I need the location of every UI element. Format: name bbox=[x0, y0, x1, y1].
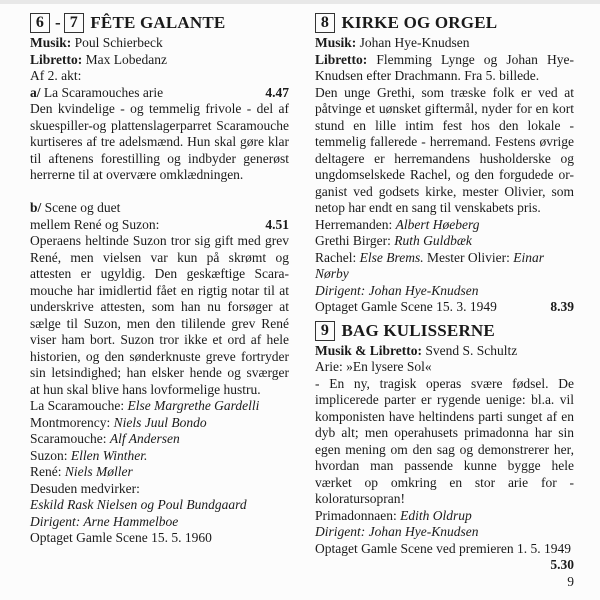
role: René: bbox=[30, 464, 62, 479]
performer: Ruth Guldbæk bbox=[394, 233, 472, 248]
recording-info: Optaget Gamle Scene 15. 5. 1960 bbox=[30, 530, 212, 545]
section-title bbox=[315, 320, 574, 342]
label: Libretto: bbox=[30, 51, 83, 67]
track-a-heading bbox=[30, 85, 289, 102]
text-line: deltagere er herremandens husholderske og bbox=[315, 150, 574, 166]
text-line: Den unge Grethi, som træske folk er ved at bbox=[315, 84, 574, 100]
track-range-dash: - bbox=[55, 13, 61, 32]
librettist-line bbox=[30, 52, 289, 69]
text-line: hvordan man passende kunne bygge hele bbox=[315, 458, 574, 473]
page-edge bbox=[0, 0, 600, 4]
credits-line bbox=[315, 343, 574, 360]
text-line: historien, og den sønderknuste greve fortryder bbox=[30, 348, 289, 364]
conductor-text: Dirigent: Johan Hye-Knudsen bbox=[315, 524, 479, 539]
role: Montmorency: bbox=[30, 414, 111, 430]
text-line: viser ham bort. Suzon tror ikke et ord af hele bbox=[30, 332, 289, 347]
text-line: underskrive attesten, som han nu forsøger at bbox=[30, 299, 289, 314]
cast-line bbox=[30, 431, 289, 448]
label: Musik: bbox=[315, 35, 357, 50]
performer: Niels Møller bbox=[64, 464, 133, 479]
also-featuring-names bbox=[30, 497, 289, 514]
cast-line bbox=[315, 233, 574, 250]
text-line: ungdomselskede Rachel, og den forgudede or- bbox=[315, 167, 574, 182]
performer: Niels Juul Bondo bbox=[113, 414, 207, 430]
cast-line bbox=[30, 464, 289, 481]
section-title bbox=[30, 12, 289, 34]
performer: Ellen Winther. bbox=[70, 447, 148, 463]
text-line: - En ny, tragisk operas svære fødsel. De bbox=[315, 375, 574, 391]
section-title-text: BAG KULISSERNE bbox=[341, 320, 495, 340]
also-featuring: Desuden medvirker: bbox=[30, 480, 140, 496]
track-b-heading bbox=[30, 200, 289, 217]
text-line: implicerede parter er rygende uenige: bl.a. vil bbox=[315, 392, 574, 407]
performer: Albert Høeberg bbox=[395, 216, 480, 232]
label: Musik & Libretto: bbox=[315, 342, 422, 358]
bag-kulisserne-section bbox=[315, 320, 574, 574]
conductor bbox=[315, 283, 574, 300]
page-number: 9 bbox=[567, 573, 574, 589]
track-number-box: 8 bbox=[315, 13, 335, 33]
text-line: mouche har imidlertid fået en rigtig notar til at bbox=[30, 282, 289, 298]
composer: Johan Hye-Knudsen bbox=[359, 35, 470, 50]
performer: Alf Andersen bbox=[109, 431, 180, 446]
text-line: påtvinge et uønsket giftermål, nyder for en kort bbox=[315, 101, 574, 116]
librettist-line-2: Knudsen efter Drachmann. Fra 5. billede. bbox=[315, 68, 540, 83]
cast-line bbox=[315, 250, 574, 283]
cast-line bbox=[30, 398, 289, 415]
text-line: temmelig fallerede - herremand. Festens øvrige bbox=[315, 134, 574, 149]
text-line: attesten er ugyldig. Den geskæftige Scara- bbox=[30, 266, 289, 281]
role: La Scaramouche: bbox=[30, 398, 125, 413]
recording-text: Optaget Gamle Scene 15. 3. 1949 bbox=[315, 299, 497, 314]
librettist: Max Lobedanz bbox=[85, 51, 167, 67]
label: b/ bbox=[30, 200, 42, 215]
label: a/ bbox=[30, 84, 41, 100]
track-number-box: 7 bbox=[64, 13, 84, 33]
composer-line bbox=[315, 35, 574, 52]
recording-info bbox=[315, 299, 574, 316]
text-line: dyb alt; men operahusets primadonna har sin bbox=[315, 425, 574, 440]
track-title: La Scaramouches arie bbox=[43, 84, 164, 100]
text-line: Den kvindelige - og temmelig frivole - del af bbox=[30, 101, 289, 116]
cast-line bbox=[30, 448, 289, 465]
text-line: til aftenens forestilling og indbyder generøst bbox=[30, 150, 289, 166]
cast-line bbox=[315, 508, 574, 525]
track-duration-line bbox=[315, 557, 574, 574]
track-duration: 4.47 bbox=[265, 84, 289, 100]
performer: Einar Nørby bbox=[315, 249, 544, 281]
role: Suzon: bbox=[30, 447, 68, 463]
role: Scaramouche: bbox=[30, 431, 107, 446]
role: Herremanden: bbox=[315, 216, 393, 232]
section-title-text: KIRKE OG ORGEL bbox=[341, 13, 498, 32]
track-duration: 4.51 bbox=[265, 216, 289, 232]
fete-galante-section bbox=[30, 12, 289, 547]
track-title: mellem René og Suzon: bbox=[30, 216, 160, 232]
cast-line bbox=[30, 415, 289, 432]
track-number-box: 6 bbox=[30, 13, 50, 33]
label: Libretto: bbox=[315, 51, 368, 67]
text-line: værket op omkring en stor arie for - bbox=[315, 474, 574, 490]
cast-line bbox=[315, 217, 574, 234]
role: Rachel: bbox=[315, 249, 357, 265]
performer: Else Margrethe Gardelli bbox=[127, 398, 260, 413]
text-line: sin letsindighed; han elsker hende og sværger bbox=[30, 365, 289, 380]
text-line: ganist ved godsets kirke, mester Olivier, som bbox=[315, 183, 574, 199]
text-line: herrerne til at overvære omklædningen. bbox=[30, 167, 244, 182]
text-line: netop har endt en sang til venskabets pris. bbox=[315, 200, 541, 215]
text-line: Operaens heltinde Suzon tror sig gift med grev bbox=[30, 233, 289, 248]
aria-title: Arie: »En lysere Sol« bbox=[315, 359, 432, 374]
conductor-text: Dirigent: Johan Hye-Knudsen bbox=[315, 282, 479, 298]
performer: Edith Oldrup bbox=[400, 507, 472, 523]
text-line: komponisten have heltindens parti sunget af en bbox=[315, 408, 574, 424]
section-title bbox=[315, 12, 574, 34]
performer: Else Brems. bbox=[359, 249, 424, 265]
kirke-og-orgel-section bbox=[315, 12, 574, 316]
act-line: Af 2. akt: bbox=[30, 68, 82, 83]
text-line: stund en lille intim fest hos den lokale - bbox=[315, 117, 574, 133]
track-duration: 5.30 bbox=[550, 557, 574, 572]
section-title-text: FÊTE GALANTE bbox=[90, 13, 226, 32]
recording-info: Optaget Gamle Scene ved premieren 1. 5. 1949 bbox=[315, 540, 572, 556]
composer-line bbox=[30, 35, 289, 52]
text-line: at hun skal blive hans lovformelige hustru. bbox=[30, 381, 261, 397]
text-line: kurtiseres af tre adelsmænd. Hun skal gøre klar bbox=[30, 134, 289, 149]
track-title: Scene og duet bbox=[44, 200, 121, 215]
librettist-line bbox=[315, 52, 574, 69]
track-b-heading-2 bbox=[30, 217, 289, 234]
text-line: René, men vielsen var kun på skrømt og bbox=[30, 249, 289, 265]
text-line: egen mening om den sag og demonstrerer her, bbox=[315, 441, 574, 457]
conductor-text: Dirigent: Arne Hammelboe bbox=[30, 513, 179, 529]
text-line: sælge til Suzon, men den tililende grev René bbox=[30, 315, 289, 331]
role: Grethi Birger: bbox=[315, 233, 391, 248]
conductor bbox=[30, 514, 289, 531]
role: Primadonnaen: bbox=[315, 507, 397, 523]
conductor bbox=[315, 524, 574, 541]
text-line: skuespiller-og plattenslagerparret Scaramouche bbox=[30, 117, 289, 133]
composer: Poul Schierbeck bbox=[74, 35, 163, 50]
track-number-box: 9 bbox=[315, 321, 335, 341]
role: Mester Olivier: bbox=[426, 249, 510, 265]
text-line: koloratursopran! bbox=[315, 491, 405, 506]
label: Musik: bbox=[30, 35, 72, 50]
composer: Svend S. Schultz bbox=[425, 342, 518, 358]
librettist: Flemming Lynge og Johan Hye- bbox=[376, 51, 575, 67]
right-column bbox=[315, 12, 574, 590]
performers: Eskild Rask Nielsen og Poul Bundgaard bbox=[30, 497, 247, 512]
track-duration: 8.39 bbox=[550, 299, 574, 314]
